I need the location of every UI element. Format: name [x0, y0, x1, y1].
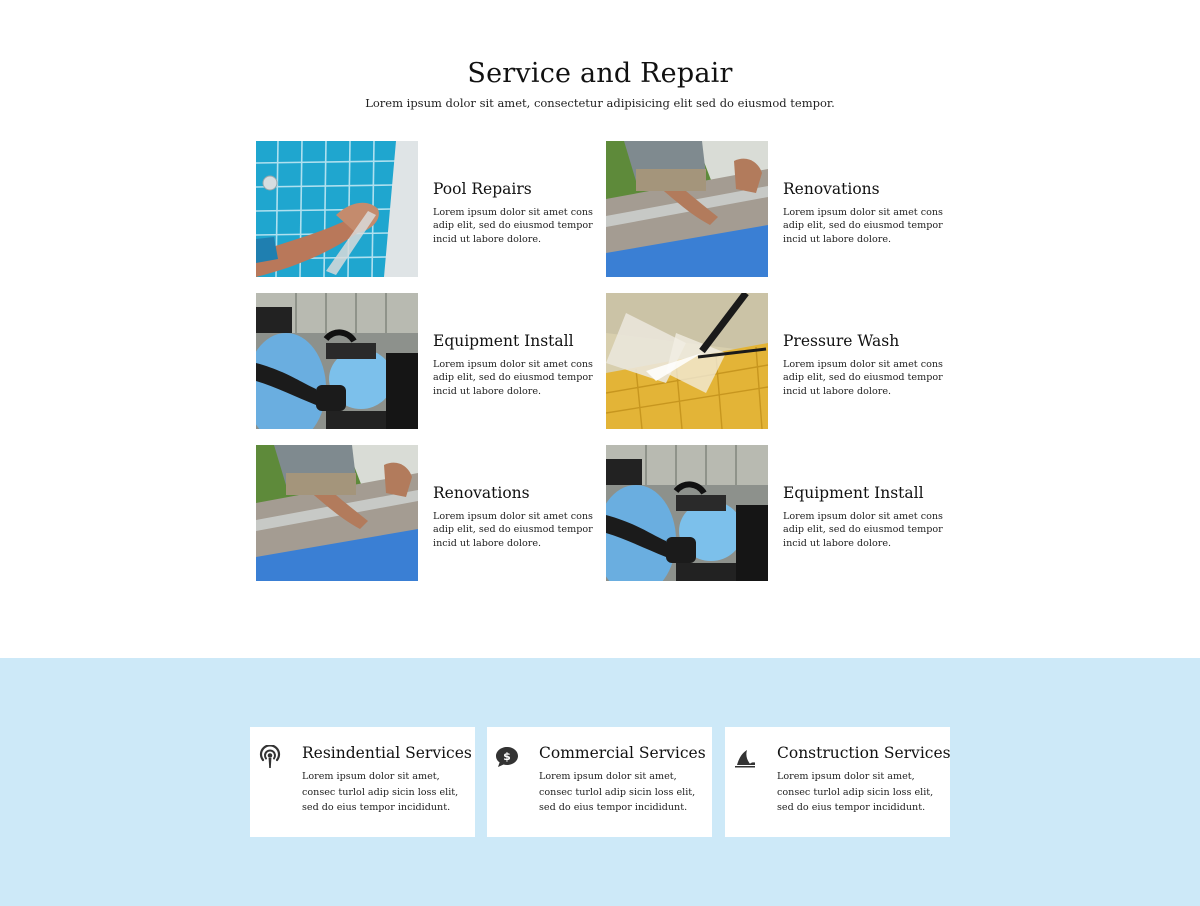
service-box-title[interactable]: Resindential Services: [302, 744, 472, 762]
service-card-pool-repairs[interactable]: [256, 141, 596, 277]
pool-filter-equipment-photo[interactable]: [606, 445, 768, 581]
pool-filter-equipment-photo[interactable]: [256, 293, 418, 429]
section-title: Service and Repair: [467, 58, 733, 89]
card-title[interactable]: Renovations: [433, 484, 530, 502]
shark-fin-icon: [733, 745, 757, 769]
card-title[interactable]: Pressure Wash: [783, 332, 900, 350]
service-card-pressure-wash[interactable]: [606, 293, 946, 429]
service-box-residential[interactable]: [250, 727, 475, 837]
service-box-construction[interactable]: [725, 727, 950, 837]
card-description: Lorem ipsum dolor sit amet cons adip elit, sed do eiusmod tempor incid ut labore dolore.: [433, 207, 593, 245]
card-title[interactable]: Equipment Install: [433, 332, 574, 350]
card-description: Lorem ipsum dolor sit amet cons adip elit, sed do eiusmod tempor incid ut labore dolore.: [783, 207, 943, 245]
pressure-washing-pavers-photo[interactable]: [606, 293, 768, 429]
service-box-description: Lorem ipsum dolor sit amet, consec turlol adip sicin loss elit, sed do eius tempor incididunt.: [302, 771, 459, 813]
service-card-renovations[interactable]: [606, 141, 946, 277]
service-box-description: Lorem ipsum dolor sit amet, consec turlol adip sicin loss elit, sed do eius tempor incididunt.: [539, 771, 696, 813]
card-title[interactable]: Pool Repairs: [433, 180, 532, 198]
service-card-renovations-2[interactable]: [256, 445, 596, 581]
service-box-title[interactable]: Construction Services: [777, 744, 951, 762]
card-description: Lorem ipsum dolor sit amet cons adip elit, sed do eiusmod tempor incid ut labore dolore.: [783, 511, 943, 549]
service-types-section: [0, 658, 1200, 906]
service-box-commercial[interactable]: [487, 727, 712, 837]
card-description: Lorem ipsum dolor sit amet cons adip elit, sed do eiusmod tempor incid ut labore dolore.: [783, 359, 943, 397]
card-title[interactable]: Equipment Install: [783, 484, 924, 502]
card-title[interactable]: Renovations: [783, 180, 880, 198]
pool-tile-repair-photo[interactable]: [256, 141, 418, 277]
dollar-chat-icon: [495, 745, 519, 769]
section-subtitle: Lorem ipsum dolor sit amet, consectetur adipisicing elit sed do eiusmod tempor.: [365, 96, 835, 110]
podcast-signal-icon: [258, 745, 282, 769]
card-description: Lorem ipsum dolor sit amet cons adip elit, sed do eiusmod tempor incid ut labore dolore.: [433, 359, 593, 397]
service-box-description: Lorem ipsum dolor sit amet, consec turlol adip sicin loss elit, sed do eius tempor incididunt.: [777, 771, 934, 813]
pool-coping-renovation-photo[interactable]: [606, 141, 768, 277]
service-card-equipment-install-2[interactable]: [606, 445, 946, 581]
svg-text:$: $: [503, 750, 511, 764]
card-description: Lorem ipsum dolor sit amet cons adip elit, sed do eiusmod tempor incid ut labore dolore.: [433, 511, 593, 549]
service-card-equipment-install[interactable]: [256, 293, 596, 429]
service-box-title[interactable]: Commercial Services: [539, 744, 706, 762]
pool-coping-renovation-photo[interactable]: [256, 445, 418, 581]
